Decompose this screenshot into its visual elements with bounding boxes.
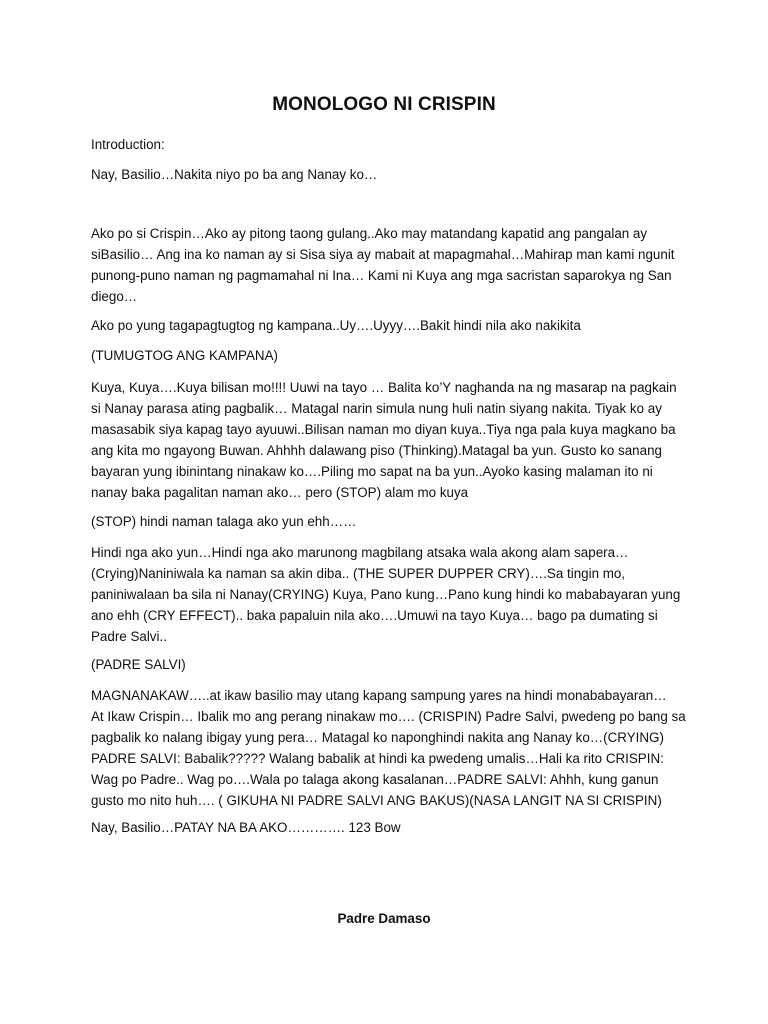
text-line: diego… <box>91 288 138 304</box>
text-line: Ako po si Crispin…Ako ay pitong taong gulang..Ako may matandang kapatid ang pangalan ay <box>91 226 648 241</box>
paragraph-introduction <box>91 135 685 156</box>
signature: Padre Damaso <box>337 911 431 926</box>
paragraph-bell-ringer <box>91 316 685 337</box>
text-line: MAGNANAKAW…..at ikaw basilio may utang kapang sampung yares na hindi monababayaran… <box>91 688 667 703</box>
paragraph-greeting <box>91 165 685 186</box>
document-title: MONOLOGO NI CRISPIN <box>272 94 496 115</box>
paragraph-crying <box>91 543 685 648</box>
text-line: masasabik siya kapag tayo ayuuwi..Bilisan naman mo diyan kuya..Tiya nga pala kuya magkano ba <box>91 421 676 437</box>
text-line: Nay, Basilio…PATAY NA BA AKO…………. 123 Bow <box>91 820 401 835</box>
text-line: ang kita mo ngayong Buwan. Ahhhh dalawang piso (Thinking).Matagal ba yun. Gusto ko sanang <box>91 442 662 458</box>
text-line: bayaran yung ibinintang ninakaw ko….Piling mo sapat na ba yun..Ayoko kasing malaman ito ni <box>91 463 653 479</box>
text-line: Padre Salvi.. <box>91 628 167 644</box>
paragraph-kuya <box>91 378 685 503</box>
text-line: At Ikaw Crispin… Ibalik mo ang perang ninakaw mo…. (CRISPIN) Padre Salvi, pwedeng po bang sa <box>91 708 686 724</box>
text-line: (TUMUGTOG ANG KAMPANA) <box>91 348 278 363</box>
text-line: ano ehh (CRY EFFECT).. baka papaluin nila ako….Umuwi na tayo Kuya… bago pa dumating si <box>91 607 658 623</box>
paragraph-self-intro <box>91 224 685 308</box>
text-line: Kuya, Kuya….Kuya bilisan mo!!!! Uuwi na tayo … Balita ko’Y naghanda na ng masarap na pagkain <box>91 380 677 395</box>
text-line: (Crying)Naniniwala ka naman sa akin diba.. (THE SUPER DUPPER CRY)….Sa tingin mo, <box>91 565 626 581</box>
text-line: (STOP) hindi naman talaga ako yun ehh…… <box>91 514 357 529</box>
paragraph-closing <box>91 818 685 839</box>
text-line: (PADRE SALVI) <box>91 657 186 672</box>
text-line: PADRE SALVI: Babalik????? Walang babalik at hindi ka pwedeng umalis…Hali ka rito CRISPIN: <box>91 750 664 766</box>
paragraph-stage-direction <box>91 346 685 367</box>
text-line: siBasilio… Ang ina ko naman ay si Sisa siya ay mabait at mapagmahal…Mahirap man kami ngunit <box>91 246 675 262</box>
text-line: nanay baka pagalitan naman ako… pero (STOP) alam mo kuya <box>91 484 469 500</box>
text-line: si Nanay parasa ating pagbalik… Matagal narin simula nung huli natin siyang nakita. Tiyak ko ay <box>91 400 662 416</box>
text-line: Introduction: <box>91 137 165 152</box>
paragraph-stop <box>91 512 685 533</box>
paragraph-padre-salvi-heading <box>91 655 685 676</box>
text-line: punong-puno naman ng pagmamahal ni Ina… Kami ni Kuya ang mga sacristan saparokya ng San <box>91 267 672 283</box>
text-line: Wag po Padre.. Wag po….Wala po talaga akong kasalanan…PADRE SALVI: Ahhh, kung ganun <box>91 771 659 787</box>
text-line: paniniwalaan ba sila ni Nanay(CRYING) Kuya, Pano kung…Pano kung hindi ko mababayaran yung <box>91 586 681 602</box>
text-line: Hindi nga ako yun…Hindi nga ako marunong magbilang atsaka wala akong alam sapera… <box>91 545 629 560</box>
paragraph-magnanakaw <box>91 686 685 811</box>
text-line: pagbalik ko nalang ibigay yung pera… Matagal ko naponghindi nakita ang Nanay ko…(CRYING) <box>91 729 664 745</box>
text-line: gusto mo nito huh…. ( GIKUHA NI PADRE SALVI ANG BAKUS)(NASA LANGIT NA SI CRISPIN) <box>91 792 662 808</box>
text-line: Ako po yung tagapagtugtog ng kampana..Uy….Uyyy….Bakit hindi nila ako nakikita <box>91 318 581 333</box>
text-line: Nay, Basilio…Nakita niyo po ba ang Nanay ko… <box>91 167 378 182</box>
